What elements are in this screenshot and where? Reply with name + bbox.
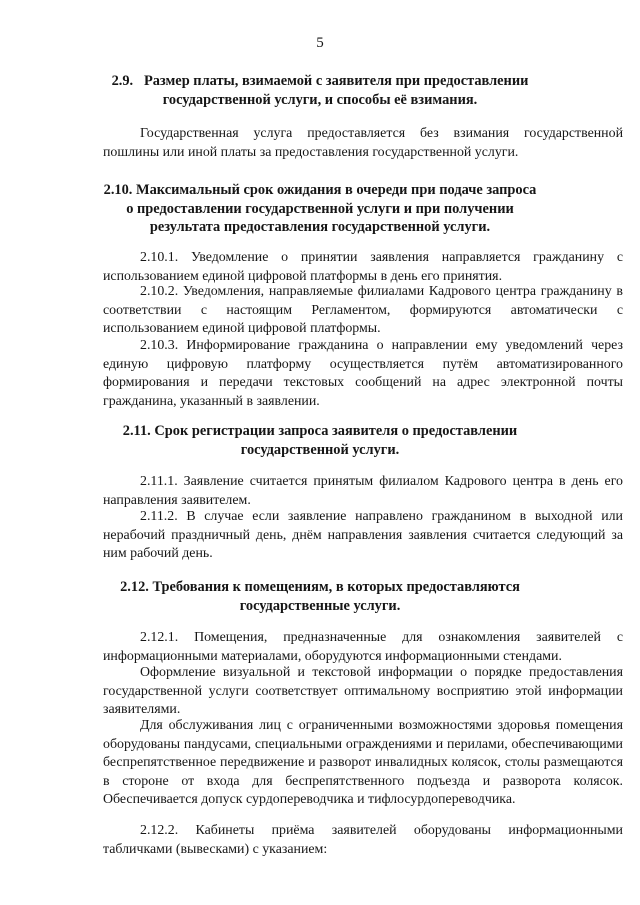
section-2-12-heading: 2.12. Требования к помещениям, в которых предоставляются государственные услуги.: [120, 579, 520, 614]
section-2-12-1-info-paragraph: Оформление визуальной и текстовой информации о порядке предоставления государственной услуги соответствует оптимальному восприятию этой информации заявителями.: [103, 665, 623, 717]
section-2-12-1-accessibility-paragraph: Для обслуживания лиц с ограниченными возможностями здоровья помещения оборудованы пандусами, специальными ограждениями и перилами, обеспечивающими беспрепятственное передвижение и разворот инвалидных колясок, столы размещаются в стороне от входа для беспрепятственного подъезда и разворота колясок. Обеспечивается допуск сурдопереводчика и тифлосурдопереводчика.: [103, 718, 623, 807]
section-2-12-1-paragraph: 2.12.1. Помещения, предназначенные для ознакомления заявителей с информационными материалами, оборудуются информационными стендами.: [103, 630, 623, 664]
section-2-10-3-paragraph: 2.10.3. Информирование гражданина о направлении ему уведомлений через единую цифровую платформу осуществляется путём автоматизированного формирования и передачи текстовых сообщений на адрес электронной почты гражданина, указанный в заявлении.: [103, 338, 623, 409]
section-2-10-1-paragraph: 2.10.1. Уведомление о принятии заявления направляется гражданину с использованием единой цифровой платформы в день его принятия.: [103, 250, 623, 284]
section-2-9-paragraph: Государственная услуга предоставляется без взимания государственной пошлины или иной платы за предоставления государственной услуги.: [103, 126, 623, 160]
section-2-10-2-paragraph: 2.10.2. Уведомления, направляемые филиалами Кадрового центра гражданину в соответствии с настоящим Регламентом, формируются автоматически с использованием единой цифровой платформы.: [103, 284, 623, 336]
page-number: 5: [316, 35, 324, 51]
section-2-9-heading: 2.9. Размер платы, взимаемой с заявителя при предоставлении государственной услуги, и способы её взимания.: [111, 73, 529, 108]
section-2-11-1-paragraph: 2.11.1. Заявление считается принятым филиалом Кадрового центра в день его направления заявителем.: [103, 474, 623, 508]
section-2-11-heading: 2.11. Срок регистрации запроса заявителя о предоставлении государственной услуги.: [122, 423, 518, 458]
section-2-11-2-paragraph: 2.11.2. В случае если заявление направлено гражданином в выходной или нерабочий праздничный день, днём направления заявления считается следующий за ним рабочий день.: [103, 509, 623, 561]
section-2-10-heading: 2.10. Максимальный срок ожидания в очереди при подаче запроса о предоставлении государственной услуги и при получении результата предоставления государственной услуги.: [103, 182, 537, 235]
section-2-12-2-paragraph: 2.12.2. Кабинеты приёма заявителей оборудованы информационными табличками (вывесками) с указанием:: [103, 823, 623, 857]
